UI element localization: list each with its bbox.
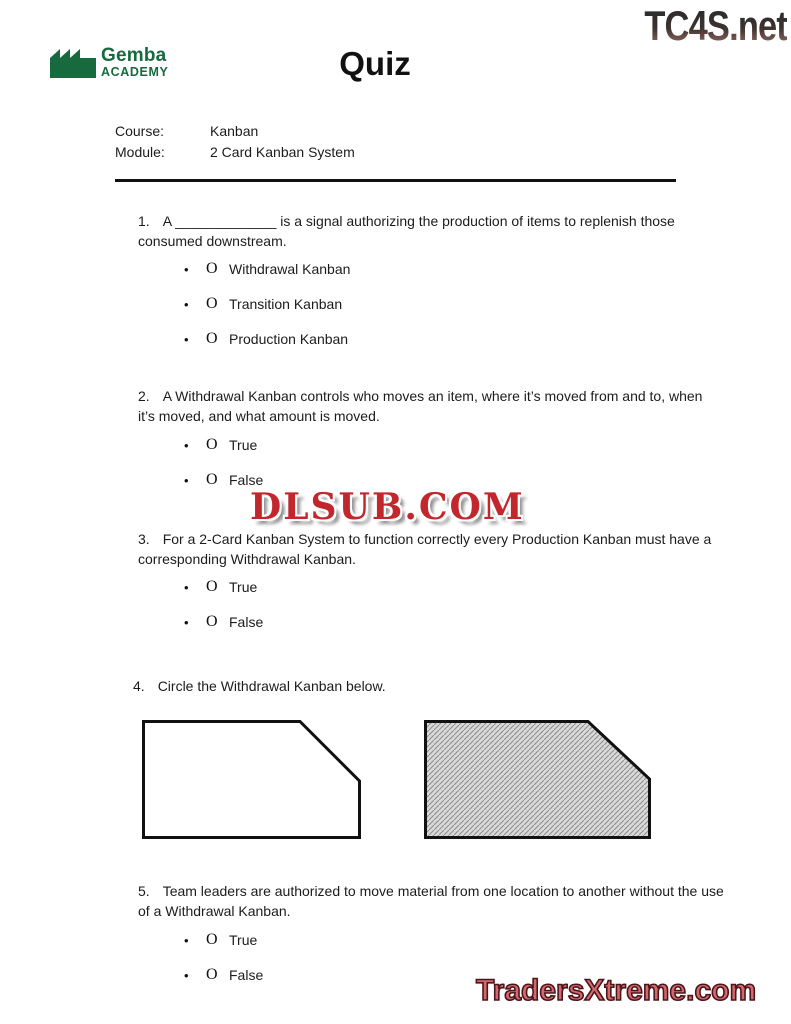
question-line: For a 2-Card Kanban System to function correctly every Production Kanban must have a: [162, 531, 712, 547]
module-row: [115, 142, 355, 163]
question-5-text: [138, 881, 778, 921]
question-3-text: [138, 529, 778, 569]
course-value: Kanban: [210, 123, 259, 139]
option-label: Production Kanban: [229, 331, 349, 347]
bullet-icon: •: [184, 261, 189, 277]
question-3-options: [184, 580, 263, 650]
page-title: Quiz: [339, 45, 411, 82]
bullet-icon: •: [184, 579, 189, 595]
bullet-icon: •: [184, 331, 189, 347]
option-transition-kanban[interactable]: [184, 297, 350, 311]
bullet-icon: •: [184, 932, 189, 948]
question-line: consumed downstream.: [138, 233, 287, 249]
question-line: of a Withdrawal Kanban.: [138, 903, 291, 919]
question-line: Team leaders are authorized to move material from one location to another without the use: [162, 883, 724, 899]
radio-icon[interactable]: O: [206, 260, 218, 277]
question-number: 4.: [133, 678, 145, 694]
header-divider: [115, 179, 676, 182]
question-1-text: [138, 211, 778, 251]
option-production-kanban[interactable]: [184, 332, 350, 346]
radio-icon[interactable]: O: [206, 295, 218, 312]
kanban-card-hatched[interactable]: [424, 720, 651, 844]
option-false[interactable]: [184, 968, 263, 982]
option-false[interactable]: [184, 473, 263, 487]
radio-icon[interactable]: O: [206, 966, 218, 983]
bullet-icon: •: [184, 967, 189, 983]
logo-subtitle: ACADEMY: [101, 65, 169, 79]
question-line: A Withdrawal Kanban controls who moves an item, where it’s moved from and to, when: [162, 388, 703, 404]
radio-icon[interactable]: O: [206, 436, 218, 453]
radio-icon[interactable]: O: [206, 578, 218, 595]
bullet-icon: •: [184, 614, 189, 630]
question-number: 3.: [138, 531, 150, 547]
question-line: corresponding Withdrawal Kanban.: [138, 551, 356, 567]
option-label: Transition Kanban: [229, 296, 343, 312]
course-meta: [115, 121, 355, 163]
option-label: True: [229, 579, 258, 595]
radio-icon[interactable]: O: [206, 471, 218, 488]
question-number: 5.: [138, 883, 150, 899]
tradersxtreme-watermark: TradersXtreme.com: [476, 974, 757, 1007]
factory-icon: [50, 45, 97, 83]
module-value: 2 Card Kanban System: [210, 144, 355, 160]
radio-icon[interactable]: O: [206, 613, 218, 630]
question-line: it’s moved, and what amount is moved.: [138, 408, 380, 424]
bullet-icon: •: [184, 437, 189, 453]
option-withdrawal-kanban[interactable]: [184, 262, 350, 276]
option-true[interactable]: [184, 438, 263, 452]
option-true[interactable]: [184, 580, 263, 594]
bullet-icon: •: [184, 472, 189, 488]
option-false[interactable]: [184, 615, 263, 629]
course-label: Course:: [115, 123, 165, 139]
logo-name: Gemba: [101, 45, 167, 66]
option-label: False: [229, 472, 264, 488]
option-label: Withdrawal Kanban: [229, 261, 351, 277]
option-label: True: [229, 932, 258, 948]
kanban-card-plain[interactable]: [142, 720, 361, 844]
option-true[interactable]: [184, 933, 263, 947]
option-label: True: [229, 437, 258, 453]
radio-icon[interactable]: O: [206, 330, 218, 347]
option-label: False: [229, 614, 264, 630]
question-1-options: [184, 262, 350, 367]
radio-icon[interactable]: O: [206, 931, 218, 948]
tc4s-watermark: TC4S.net: [644, 2, 787, 49]
question-2-text: [138, 386, 778, 426]
bullet-icon: •: [184, 296, 189, 312]
course-row: [115, 121, 355, 142]
option-label: False: [229, 967, 264, 983]
question-line: A _____________ is a signal authorizing the production of items to replenish those: [162, 213, 675, 229]
question-number: 2.: [138, 388, 150, 404]
gemba-academy-logo: [50, 45, 168, 83]
question-number: 1.: [138, 213, 150, 229]
question-line: Circle the Withdrawal Kanban below.: [157, 678, 386, 694]
question-5-options: [184, 933, 263, 1003]
question-4-text: [133, 676, 773, 696]
module-label: Module:: [115, 144, 165, 160]
dlsub-watermark: DLSUB.COM: [250, 486, 525, 528]
